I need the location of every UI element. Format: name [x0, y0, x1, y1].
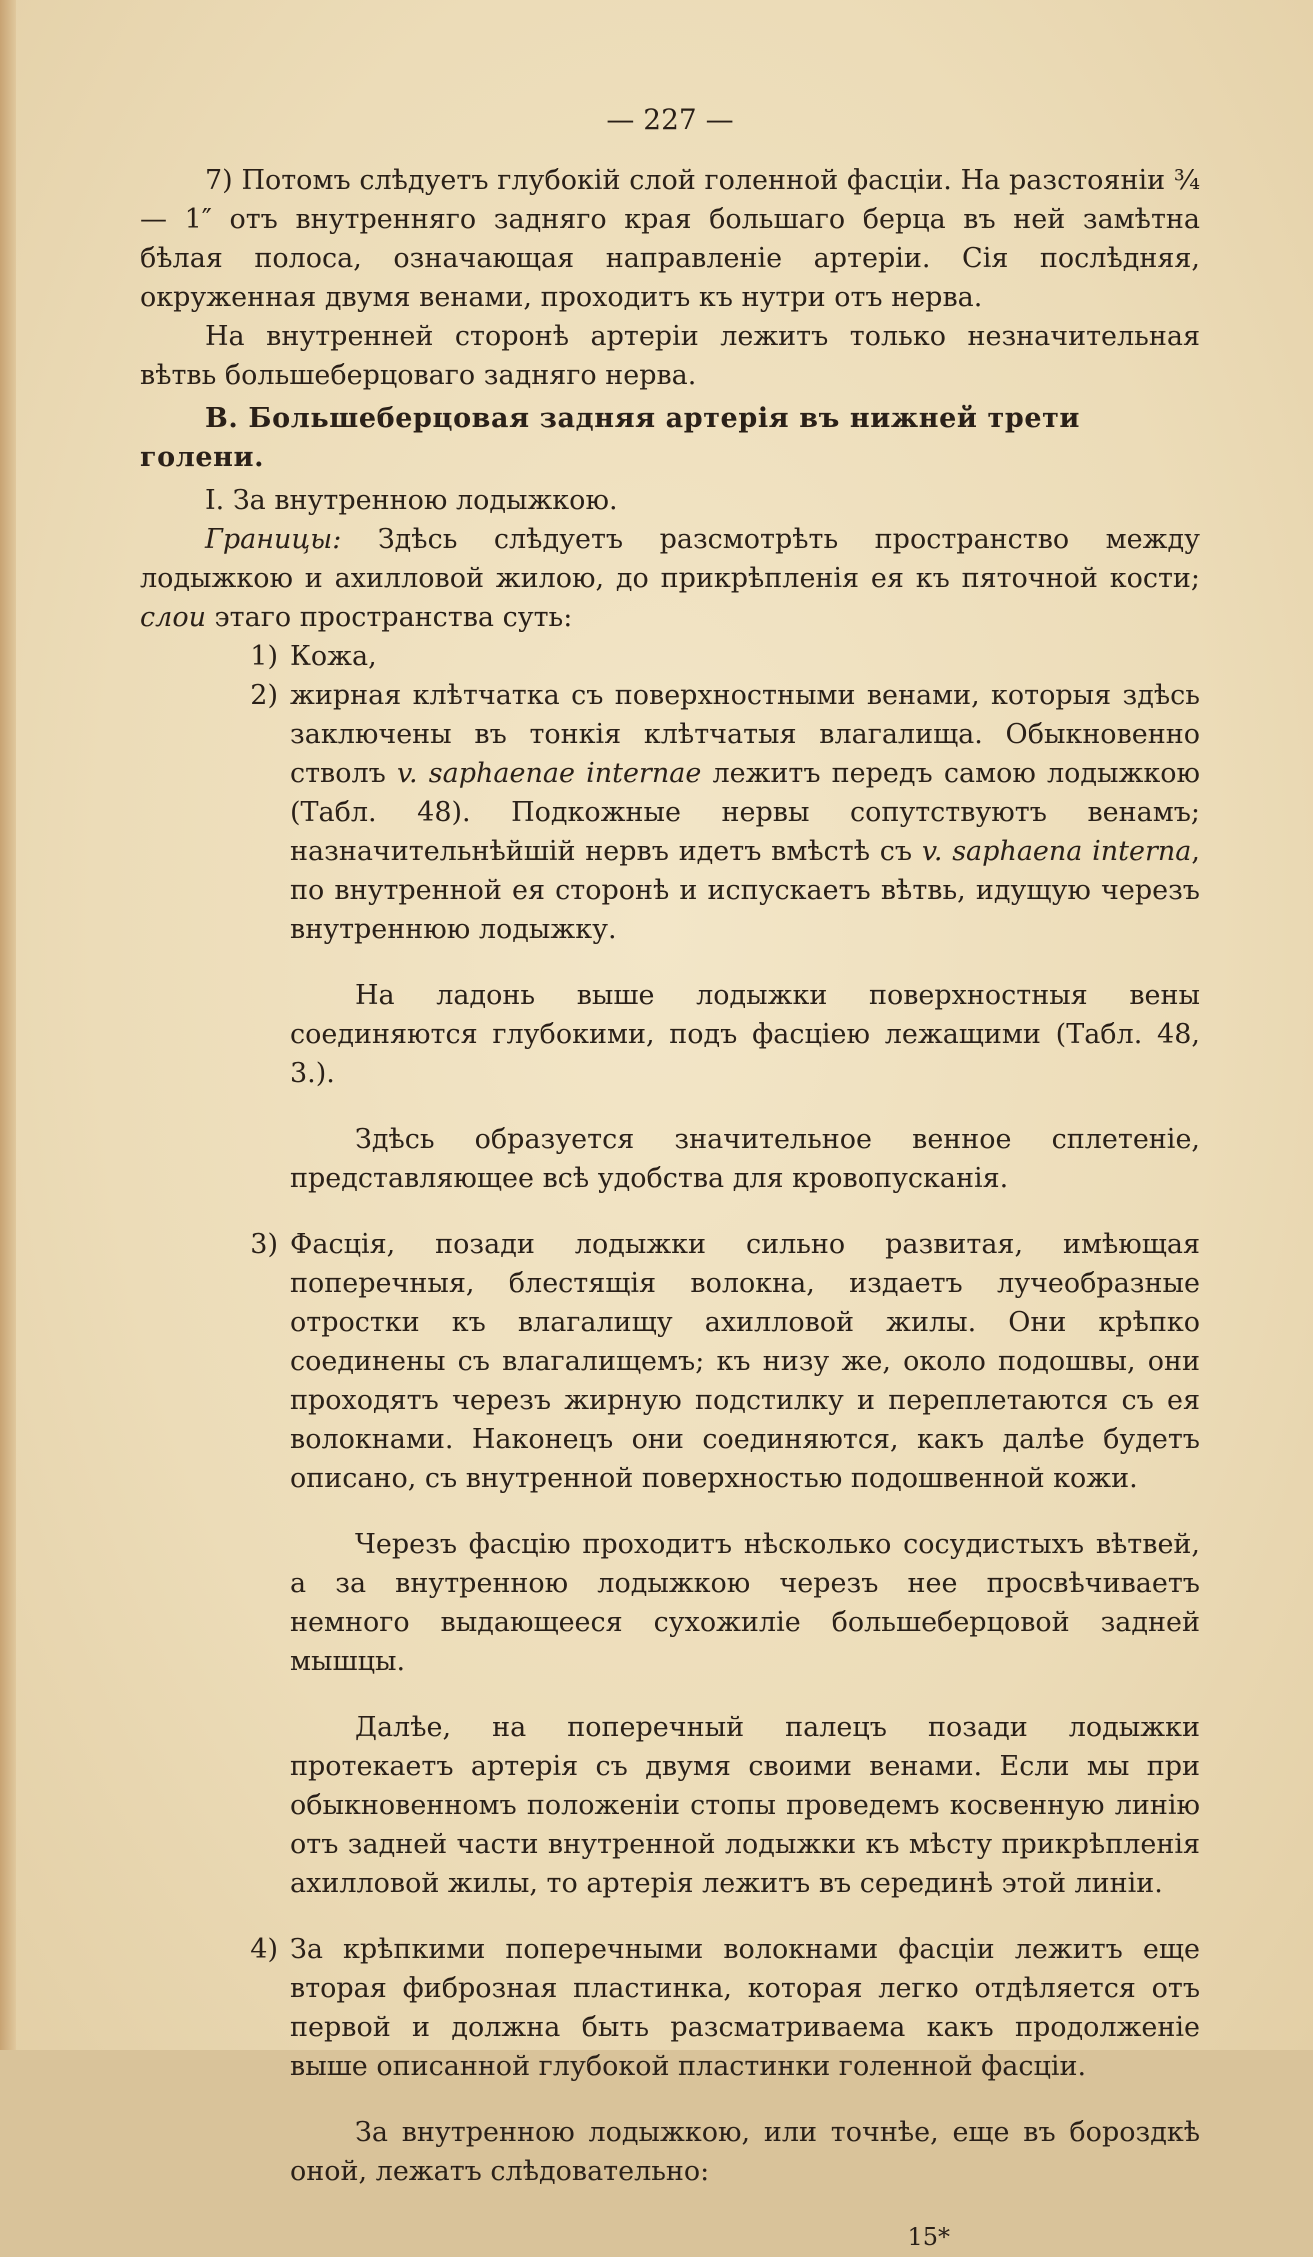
text-run: лежитъ передъ самою лодыжкою (Табл. 48). Подкожные нервы сопутствуютъ венамъ; назначительнѣйшій нервъ идетъ вмѣстѣ съ — [290, 758, 1200, 867]
list-text — [290, 676, 1200, 949]
list-number: 4) — [250, 1934, 278, 1965]
boundaries-paragraph — [140, 520, 1200, 637]
list-text: Фасція, позади лодыжки сильно развитая, имѣющая поперечныя, блестящія волокна, издаетъ лучеобразные отростки къ влагалищу ахилловой жилы. Они крѣпко соединены съ влагалищемъ; къ низу же, около подошвы, они проходятъ черезъ жирную подстилку и переплетаются съ ея волокнами. Наконецъ они соединяются, какъ далѣе будетъ описано, съ внутренной поверхностью подошвенной кожи. — [290, 1229, 1200, 1494]
page-edge — [0, 0, 16, 2050]
list-item-3-para-1: Черезъ фасцію проходитъ нѣсколько сосудистыхъ вѣтвей, а за внутренною лодыжкою черезъ нее просвѣчиваетъ немного выдающееся сухожиліе большеберцовой задней мышцы. — [290, 1529, 1200, 1677]
list-number: 3) — [250, 1229, 278, 1260]
paragraph-7: 7) Потомъ слѣдуетъ глубокій слой голенной фасціи. На разстояніи ¾ — 1″ отъ внутренняго задняго края большаго берца въ ней замѣтна бѣлая полоса, означающая направленіе артеріи. Сія послѣдняя, окруженная двумя венами, проходитъ къ нутри отъ нерва. — [140, 165, 1200, 313]
list-text: Кожа, — [290, 641, 377, 672]
latin-term: v. saphaena interna — [921, 836, 1192, 867]
list-item-3 — [140, 1225, 1200, 1498]
paragraph-nerve: На внутренней сторонѣ артеріи лежитъ только незначительная вѣтвь большеберцоваго задняго нерва. — [140, 321, 1200, 391]
latin-term: v. saphaenae internae — [397, 758, 702, 789]
page-number-header: — 227 — — [606, 103, 734, 136]
layers-label: слои — [140, 602, 206, 633]
list-number: 2) — [250, 680, 278, 711]
text-run: , по внутренной ея сторонѣ и испускаетъ вѣтвь, идущую черезъ внутреннюю лодыжку. — [290, 836, 1200, 945]
list-item-3-para-2: Далѣе, на поперечный палецъ позади лодыжки протекаетъ артерія съ двумя своими венами. Если мы при обыкновенномъ положеніи стопы проведемъ косвенную линію отъ задней части внутренной лодыжки къ мѣсту прикрѣпленія ахилловой жилы, то артерія лежитъ въ серединѣ этой линіи. — [290, 1712, 1200, 1899]
signature-mark: 15* — [907, 2223, 950, 2251]
list-item-2 — [140, 676, 1200, 949]
list-item-2-para-2: Здѣсь образуется значительное венное сплетеніе, представляющее всѣ удобства для кровопусканія. — [290, 1124, 1200, 1194]
page-content — [140, 100, 1200, 2257]
list-item-1 — [140, 637, 1200, 676]
boundaries-text-1: Здѣсь слѣдуетъ разсмотрѣть пространство между лодыжкою и ахилловой жилою, до прикрѣпленія ея къ пяточной кости; — [140, 524, 1200, 594]
subsection-heading-i: I. За внутренною лодыжкою. — [205, 485, 618, 516]
list-item-4 — [140, 1930, 1200, 2086]
text-run: жирная клѣтчатка съ поверхностными венами, которыя здѣсь заключены въ тонкія клѣтчатыя влагалища. Обыкновенно стволъ — [290, 680, 1200, 789]
list-item-4-para-1: За внутренною лодыжкою, или точнѣе, еще въ бороздкѣ оной, лежатъ слѣдовательно: — [290, 2117, 1200, 2187]
boundaries-label: Границы: — [205, 524, 342, 555]
list-item-2-para-1: На ладонь выше лодыжки поверхностныя вены соединяются глубокими, подъ фасціею лежащими (Табл. 48, 3.). — [290, 980, 1200, 1089]
list-number: 1) — [250, 641, 278, 672]
boundaries-text-2: этаго пространства суть: — [205, 602, 573, 633]
section-heading-b: B. Большеберцовая задняя артерія въ нижней трети голени. — [140, 403, 1081, 473]
list-text: За крѣпкими поперечными волокнами фасціи лежитъ еще вторая фиброзная пластинка, которая легко отдѣляется отъ первой и должна быть разсматриваема какъ продолженіе выше описанной глубокой пластинки голенной фасціи. — [290, 1934, 1200, 2082]
